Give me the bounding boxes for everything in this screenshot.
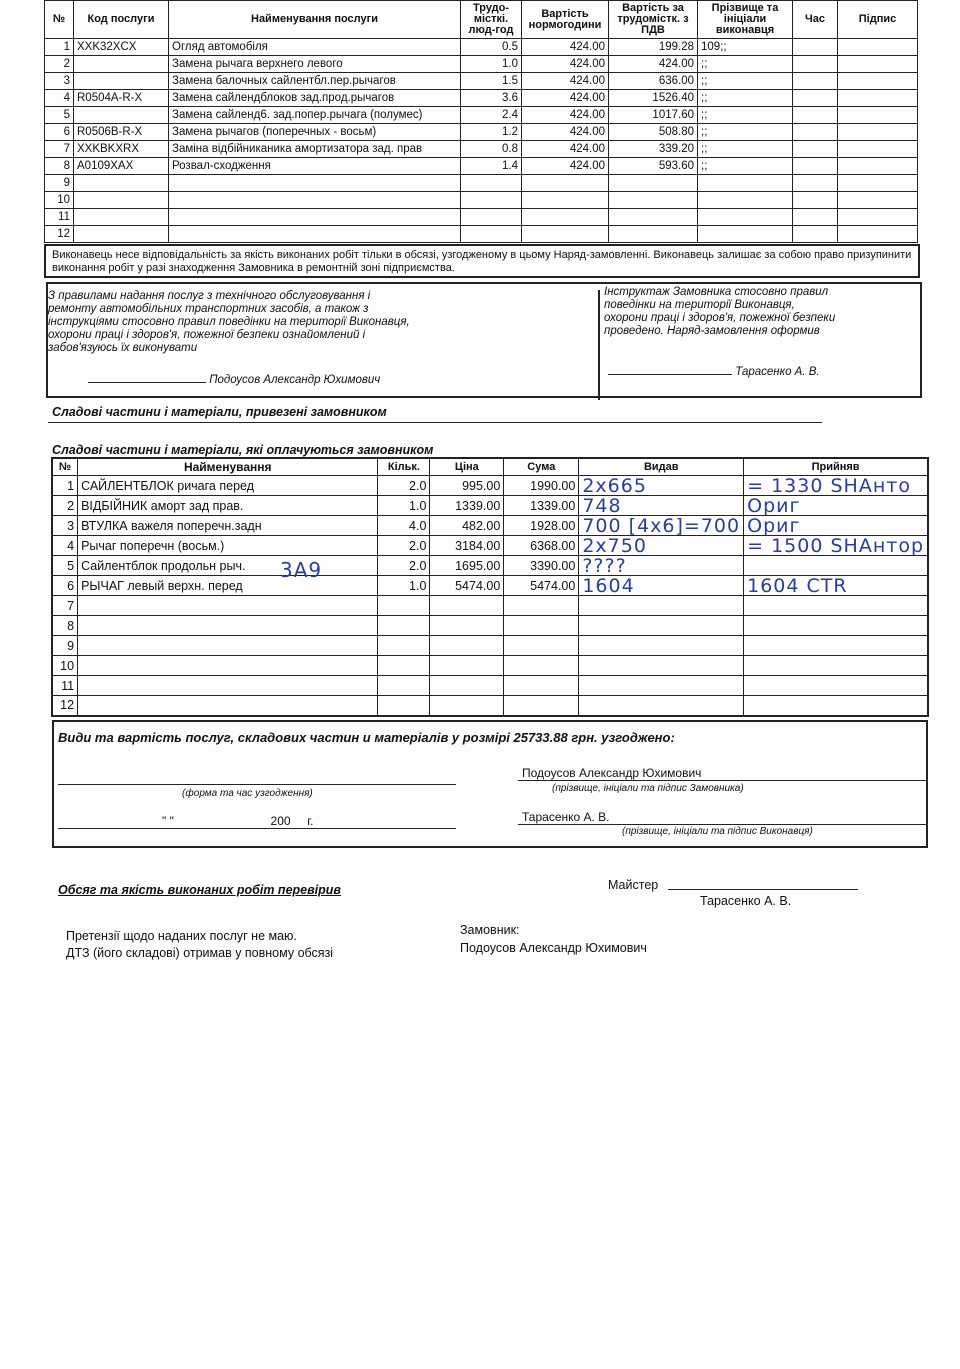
service-executor: ;;: [698, 124, 793, 141]
service-no: 12: [45, 226, 74, 243]
service-executor: [698, 209, 793, 226]
part-issued: [579, 676, 744, 696]
service-no: 1: [45, 39, 74, 56]
col-hours: Трудо-місткі. люд-год: [461, 1, 522, 39]
part-issued: ????: [579, 556, 744, 576]
col-name: Найменування послуги: [169, 1, 461, 39]
service-row: [45, 192, 918, 209]
part-row: [52, 596, 928, 616]
part-received: Ориг: [744, 496, 928, 516]
parts-col-sum: Сума: [504, 458, 579, 476]
service-name: [169, 175, 461, 192]
acknowledgement-box: [46, 282, 922, 398]
service-no: 8: [45, 158, 74, 175]
part-no: 7: [52, 596, 78, 616]
col-rate: Вартість нормогодини: [522, 1, 609, 39]
service-rate: 424.00: [522, 141, 609, 158]
part-no: 9: [52, 636, 78, 656]
service-sum: [609, 192, 698, 209]
part-sum: 1990.00: [504, 476, 579, 496]
service-signature: [838, 73, 918, 90]
agreement-executor-caption: (прізвище, ініціали та підпис Виконавця): [622, 826, 813, 837]
part-sum: 5474.00: [504, 576, 579, 596]
part-row: [52, 656, 928, 676]
part-qty: 2.0: [378, 536, 430, 556]
service-code: A0109XAX: [74, 158, 169, 175]
part-issued: 2х750: [579, 536, 744, 556]
agreement-date: [162, 814, 314, 828]
part-price: 482.00: [430, 516, 504, 536]
service-hours: [461, 192, 522, 209]
service-executor: [698, 226, 793, 243]
part-received: [744, 556, 928, 576]
service-no: 11: [45, 209, 74, 226]
service-name: Заміна відбійниканика амортизатора зад. прав: [169, 141, 461, 158]
service-no: 10: [45, 192, 74, 209]
part-name: Сайлентблок продольн рыч.: [78, 556, 378, 576]
part-price: 1339.00: [430, 496, 504, 516]
date-quote: " ": [162, 814, 174, 828]
responsibility-text: Виконавець несе відповідальність за якість виконаних робіт тільки в обсязі, узгодженому в цьому Наряд-замовленні. Виконавець залишає за собою право призупинити виконання робіт у разі знаходження Замовника в ремонтній зоні підприємства.: [52, 249, 912, 274]
service-signature: [838, 209, 918, 226]
footer-master-line: [668, 889, 858, 890]
executor-ack-line: охорони праці і здоров'я, пожежної безпеки: [604, 312, 836, 324]
part-issued: 2х665: [579, 476, 744, 496]
part-qty: [378, 676, 430, 696]
agreement-executor-name: Тарасенко А. В.: [522, 810, 610, 824]
part-qty: 2.0: [378, 556, 430, 576]
part-name: [78, 676, 378, 696]
service-sum: 199.28: [609, 39, 698, 56]
parts-col-no: №: [52, 458, 78, 476]
service-hours: 2.4: [461, 107, 522, 124]
executor-ack-line: поведінки на території Виконавця,: [604, 299, 795, 311]
service-row: [45, 39, 918, 56]
part-row: [52, 576, 928, 596]
service-name: Замена рычага верхнего левого: [169, 56, 461, 73]
footer-claims: Претензії щодо наданих послуг не маю.: [66, 929, 297, 943]
part-name: [78, 616, 378, 636]
part-name: ВТУЛКА важеля поперечн.задн: [78, 516, 378, 536]
part-row: [52, 556, 928, 576]
part-issued: [579, 636, 744, 656]
service-code: [74, 175, 169, 192]
part-sum: [504, 676, 579, 696]
customer-ack-lines: [48, 290, 598, 355]
service-sum: [609, 175, 698, 192]
service-time: [793, 107, 838, 124]
service-rate: 424.00: [522, 90, 609, 107]
service-rate: 424.00: [522, 158, 609, 175]
service-name: Розвал-сходження: [169, 158, 461, 175]
service-row: [45, 124, 918, 141]
service-row: [45, 56, 918, 73]
part-no: 10: [52, 656, 78, 676]
part-price: [430, 656, 504, 676]
agreement-customer-name: Подоусов Александр Юхимович: [522, 766, 702, 780]
part-price: 1695.00: [430, 556, 504, 576]
part-row: [52, 696, 928, 716]
agreement-form-caption: (форма та час узгодження): [182, 788, 313, 799]
part-qty: 1.0: [378, 576, 430, 596]
part-issued: [579, 596, 744, 616]
part-price: [430, 676, 504, 696]
service-executor: [698, 175, 793, 192]
part-price: [430, 616, 504, 636]
service-rate: 424.00: [522, 107, 609, 124]
service-row: [45, 107, 918, 124]
footer-master-label: Майстер: [608, 878, 659, 892]
part-sum: 1928.00: [504, 516, 579, 536]
service-time: [793, 124, 838, 141]
service-name: [169, 192, 461, 209]
service-time: [793, 209, 838, 226]
service-row: [45, 90, 918, 107]
part-name: Рычаг поперечн (восьм.): [78, 536, 378, 556]
part-name: [78, 696, 378, 716]
part-issued: [579, 656, 744, 676]
executor-ack-name: Тарасенко А. В.: [735, 366, 820, 378]
service-row: [45, 175, 918, 192]
service-rate: [522, 175, 609, 192]
part-price: [430, 636, 504, 656]
part-qty: [378, 696, 430, 716]
part-qty: [378, 656, 430, 676]
part-sum: 3390.00: [504, 556, 579, 576]
service-sum: [609, 209, 698, 226]
service-executor: ;;: [698, 73, 793, 90]
service-sum: 508.80: [609, 124, 698, 141]
part-sum: [504, 636, 579, 656]
part-no: 4: [52, 536, 78, 556]
parts-table: [51, 457, 929, 717]
part-no: 3: [52, 516, 78, 536]
service-sum: [609, 226, 698, 243]
service-signature: [838, 175, 918, 192]
service-executor: ;;: [698, 158, 793, 175]
service-time: [793, 192, 838, 209]
service-sum: 424.00: [609, 56, 698, 73]
part-no: 11: [52, 676, 78, 696]
service-row: [45, 73, 918, 90]
col-code: Код послуги: [74, 1, 169, 39]
part-received: [744, 696, 928, 716]
service-row: [45, 141, 918, 158]
service-time: [793, 73, 838, 90]
service-no: 9: [45, 175, 74, 192]
service-name: Замена сайлендблоков зад.прод.рычагов: [169, 90, 461, 107]
service-sum: 1017.60: [609, 107, 698, 124]
executor-ack-line: проведено. Наряд-замовлення оформив: [604, 325, 820, 337]
part-price: [430, 596, 504, 616]
services-table: [44, 0, 918, 243]
part-issued: [579, 616, 744, 636]
part-qty: [378, 596, 430, 616]
footer-customer-label: Замовник:: [460, 923, 520, 937]
col-time: Час: [793, 1, 838, 39]
parts-paid-title: Сладові частини і матеріали, які оплачуються замовником: [52, 443, 434, 457]
part-no: 1: [52, 476, 78, 496]
service-executor: ;;: [698, 90, 793, 107]
agreement-text: Види та вартість послуг, складових частин и матеріалів у розмірі 25733.88 грн. узгоджено:: [58, 730, 675, 745]
service-no: 4: [45, 90, 74, 107]
part-sum: 6368.00: [504, 536, 579, 556]
service-no: 6: [45, 124, 74, 141]
service-rate: [522, 192, 609, 209]
service-code: [74, 73, 169, 90]
service-time: [793, 39, 838, 56]
service-signature: [838, 158, 918, 175]
part-name: РЫЧАГ левый верхн. перед: [78, 576, 378, 596]
customer-ack-line: забов'язуюсь їх виконувати: [48, 342, 198, 354]
part-received: [744, 656, 928, 676]
service-rate: 424.00: [522, 124, 609, 141]
service-code: [74, 56, 169, 73]
service-time: [793, 90, 838, 107]
parts-col-issued: Видав: [579, 458, 744, 476]
part-name: САЙЛЕНТБЛОК ричага перед: [78, 476, 378, 496]
part-no: 8: [52, 616, 78, 636]
service-code: R0504A-R-X: [74, 90, 169, 107]
service-no: 3: [45, 73, 74, 90]
part-received: [744, 636, 928, 656]
service-name: [169, 209, 461, 226]
service-sum: 1526.40: [609, 90, 698, 107]
agreement-date-line: [58, 828, 456, 829]
service-executor: ;;: [698, 56, 793, 73]
responsibility-note: [44, 244, 920, 278]
service-hours: [461, 226, 522, 243]
service-code: [74, 107, 169, 124]
customer-ack-name: Подоусов Александр Юхимович: [209, 374, 381, 386]
part-sum: [504, 596, 579, 616]
parts-brought-line: [48, 422, 822, 423]
service-hours: 3.6: [461, 90, 522, 107]
service-time: [793, 226, 838, 243]
part-row: [52, 476, 928, 496]
part-row: [52, 496, 928, 516]
part-name: [78, 636, 378, 656]
service-signature: [838, 39, 918, 56]
service-hours: 0.5: [461, 39, 522, 56]
part-row: [52, 616, 928, 636]
part-sum: 1339.00: [504, 496, 579, 516]
service-time: [793, 56, 838, 73]
part-price: 3184.00: [430, 536, 504, 556]
service-code: XXK32XCX: [74, 39, 169, 56]
part-issued: [579, 696, 744, 716]
part-row: [52, 516, 928, 536]
date-year-suffix: г.: [307, 814, 314, 828]
service-hours: 1.2: [461, 124, 522, 141]
service-time: [793, 158, 838, 175]
footer-received: ДТЗ (його складові) отримав у повному обсязі: [66, 946, 334, 960]
customer-ack-line: охорони праці і здоров'я, пожежної безпеки ознайомлений і: [48, 329, 366, 341]
service-executor: ;;: [698, 141, 793, 158]
service-sum: 636.00: [609, 73, 698, 90]
parts-col-received: Прийняв: [744, 458, 928, 476]
service-signature: [838, 124, 918, 141]
service-no: 5: [45, 107, 74, 124]
part-qty: [378, 616, 430, 636]
part-price: 5474.00: [430, 576, 504, 596]
parts-col-price: Ціна: [430, 458, 504, 476]
parts-col-qty: Кільк.: [378, 458, 430, 476]
footer-master-name: Тарасенко А. В.: [700, 894, 792, 908]
service-hours: 1.0: [461, 56, 522, 73]
agreement-form-line: [58, 784, 456, 785]
part-received: = 1330 SHАнто: [744, 476, 928, 496]
part-row: [52, 676, 928, 696]
part-qty: 4.0: [378, 516, 430, 536]
agreement-customer-line: [518, 780, 926, 781]
service-code: XXKBKXRX: [74, 141, 169, 158]
service-no: 7: [45, 141, 74, 158]
part-sum: [504, 696, 579, 716]
part-qty: 2.0: [378, 476, 430, 496]
service-code: [74, 226, 169, 243]
col-sum: Вартість за трудомістк. з ПДВ: [609, 1, 698, 39]
service-signature: [838, 141, 918, 158]
service-code: R0506B-R-X: [74, 124, 169, 141]
service-name: Замена балочных сайлентбл.пер.рычагов: [169, 73, 461, 90]
service-signature: [838, 107, 918, 124]
parts-brought-title: Сладові частини і матеріали, привезені замовником: [52, 405, 387, 419]
service-rate: 424.00: [522, 56, 609, 73]
service-executor: [698, 192, 793, 209]
service-sum: 339.20: [609, 141, 698, 158]
service-executor: 109;;: [698, 39, 793, 56]
customer-ack: [48, 290, 600, 400]
service-code: [74, 209, 169, 226]
service-no: 2: [45, 56, 74, 73]
service-hours: [461, 209, 522, 226]
part-received: [744, 596, 928, 616]
service-time: [793, 175, 838, 192]
customer-ack-signature: [88, 374, 380, 387]
service-executor: ;;: [698, 107, 793, 124]
part-name: [78, 596, 378, 616]
col-no: №: [45, 1, 74, 39]
service-name: Замена сайленд6. зад.попер.рычага (полумес): [169, 107, 461, 124]
service-signature: [838, 192, 918, 209]
col-signature: Підпис: [838, 1, 918, 39]
part-row: [52, 636, 928, 656]
part-name: [78, 656, 378, 676]
service-rate: [522, 209, 609, 226]
service-signature: [838, 90, 918, 107]
service-hours: 1.5: [461, 73, 522, 90]
footer-checked: Обсяг та якість виконаних робіт перевірив: [58, 883, 341, 897]
part-name: ВІДБІЙНИК аморт зад прав.: [78, 496, 378, 516]
handwriting-row5-note: 3А9: [280, 558, 323, 582]
part-received: [744, 676, 928, 696]
part-received: = 1500 SHАнтор: [744, 536, 928, 556]
service-rate: 424.00: [522, 73, 609, 90]
customer-ack-line: ремонту автомобільних транспортних засобів, а також з: [48, 303, 369, 315]
part-issued: 1604: [579, 576, 744, 596]
service-row: [45, 158, 918, 175]
part-sum: [504, 616, 579, 636]
service-signature: [838, 56, 918, 73]
part-no: 6: [52, 576, 78, 596]
part-received: [744, 616, 928, 636]
service-name: Огляд автомобіля: [169, 39, 461, 56]
customer-ack-line: інструкціями стосовно правил поведінки на території Виконавця,: [48, 316, 410, 328]
service-hours: [461, 175, 522, 192]
part-issued: 700 [4х6]=700: [579, 516, 744, 536]
part-row: [52, 536, 928, 556]
service-time: [793, 141, 838, 158]
part-price: 995.00: [430, 476, 504, 496]
agreement-customer-caption: (прізвище, ініціали та підпис Замовника): [552, 783, 744, 794]
service-rate: [522, 226, 609, 243]
date-year: 200: [270, 814, 291, 828]
parts-col-name: Найменування: [78, 458, 378, 476]
service-name: Замена рычагов (поперечных - восьм): [169, 124, 461, 141]
agreement-executor-line: [518, 824, 926, 825]
service-code: [74, 192, 169, 209]
part-issued: 748: [579, 496, 744, 516]
service-name: [169, 226, 461, 243]
service-sum: 593.60: [609, 158, 698, 175]
part-sum: [504, 656, 579, 676]
part-price: [430, 696, 504, 716]
part-received: 1604 CTR: [744, 576, 928, 596]
part-no: 12: [52, 696, 78, 716]
service-row: [45, 226, 918, 243]
service-hours: 0.8: [461, 141, 522, 158]
col-executor: Прізвище та ініціали виконавця: [698, 1, 793, 39]
service-signature: [838, 226, 918, 243]
executor-ack-lines: [604, 286, 924, 338]
part-qty: [378, 636, 430, 656]
executor-ack-line: Інструктаж Замовника стосовно правил: [604, 286, 829, 298]
executor-ack-signature: [608, 366, 820, 379]
service-hours: 1.4: [461, 158, 522, 175]
executor-ack: [604, 286, 924, 378]
agreement-box: [52, 720, 928, 848]
service-rate: 424.00: [522, 39, 609, 56]
footer-customer-name: Подоусов Александр Юхимович: [460, 941, 647, 955]
part-no: 5: [52, 556, 78, 576]
part-no: 2: [52, 496, 78, 516]
customer-ack-line: З правилами надання послуг з технічного обслуговування і: [48, 290, 371, 302]
part-received: Ориг: [744, 516, 928, 536]
service-row: [45, 209, 918, 226]
part-qty: 1.0: [378, 496, 430, 516]
